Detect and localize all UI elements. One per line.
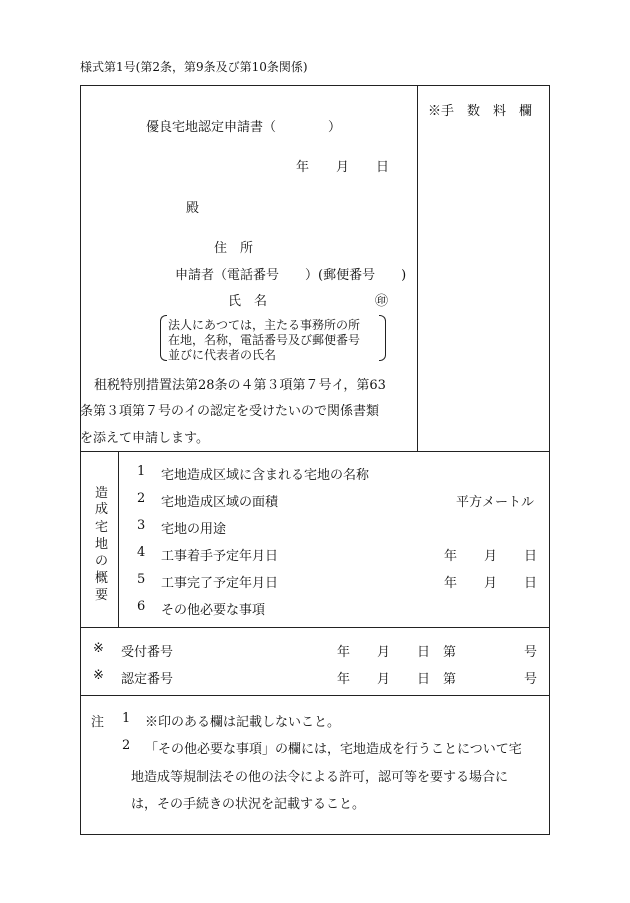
- registry-mark: ※: [93, 668, 104, 683]
- address-label: 住 所: [214, 241, 254, 256]
- form-title: 優良宅地認定申請書（ ）: [146, 120, 342, 135]
- receipt-dai: 第: [443, 645, 457, 660]
- receipt-year: 年: [337, 645, 351, 660]
- approval-go: 号: [524, 672, 538, 687]
- overview-item-label: 工事着手予定年月日: [161, 549, 279, 564]
- start-year: 年: [444, 549, 458, 564]
- corp-note-bracket-left: [160, 315, 167, 361]
- overview-item-label: 宅地の用途: [161, 522, 227, 537]
- overview-side-label: 要: [95, 588, 109, 603]
- overview-item-num: 6: [137, 599, 146, 614]
- divider-overview: [80, 451, 550, 452]
- overview-item-num: 2: [137, 491, 146, 506]
- overview-side-label: の: [95, 554, 109, 569]
- divider-overview-label: [118, 451, 119, 627]
- overview-side-label: 地: [95, 537, 109, 552]
- approval-dai: 第: [443, 672, 457, 687]
- date-month: 月: [336, 160, 350, 175]
- finish-year: 年: [444, 576, 458, 591]
- body-text-line: 条第３項第７号のイの認定を受けたいので関係書類: [80, 404, 380, 419]
- overview-side-label: 宅: [95, 520, 109, 535]
- approval-day: 日: [417, 672, 431, 687]
- receipt-go: 号: [524, 645, 538, 660]
- overview-side-label: 概: [95, 571, 109, 586]
- receipt-month: 月: [377, 645, 391, 660]
- body-text-line: を添えて申請します。: [80, 431, 209, 446]
- start-day: 日: [524, 549, 538, 564]
- receipt-number-label: 受付番号: [121, 645, 174, 660]
- note-line: ※印のある欄は記載しないこと。: [145, 715, 341, 730]
- note-line: 地造成等規制法その他の法令による許可，認可等を要する場合に: [131, 770, 509, 785]
- corp-note-line: 法人にあつては，主たる事務所の所: [168, 318, 361, 332]
- applicant-line: 申請者（電話番号 ）(郵便番号 ): [175, 268, 407, 283]
- overview-item-label: 宅地造成区域の面積: [161, 495, 279, 510]
- overview-side-label: 造: [95, 486, 109, 501]
- receipt-day: 日: [417, 645, 431, 660]
- divider-fee-column: [417, 85, 418, 451]
- overview-item-label: 宅地造成区域に含まれる宅地の名称: [161, 468, 370, 483]
- divider-notes: [80, 695, 550, 696]
- approval-month: 月: [377, 672, 391, 687]
- note-line: は，その手続きの状況を記載すること。: [131, 797, 366, 812]
- overview-side-label: 成: [95, 502, 109, 517]
- corp-note-bracket-right: [379, 315, 386, 361]
- overview-item-num: 4: [137, 545, 146, 560]
- name-label: 氏 名: [228, 294, 268, 309]
- note-line: 「その他必要な事項」の欄には，宅地造成を行うことについて宅: [145, 742, 522, 757]
- corp-note-line: 並びに代表者の氏名: [168, 348, 277, 362]
- overview-item-num: 3: [137, 518, 146, 533]
- date-year: 年: [296, 160, 310, 175]
- area-unit: 平方メートル: [456, 495, 535, 510]
- date-day: 日: [376, 160, 390, 175]
- overview-item-label: 工事完了予定年月日: [161, 576, 279, 591]
- notes-prefix: 注: [91, 715, 105, 730]
- note-num: 2: [122, 738, 131, 753]
- corp-note-line: 在地，名称，電話番号及び郵便番号: [168, 333, 361, 347]
- divider-registry: [80, 627, 550, 628]
- fee-column-label: ※手 数 料 欄: [428, 104, 533, 119]
- approval-year: 年: [337, 672, 351, 687]
- overview-item-num: 1: [137, 464, 146, 479]
- overview-item-label: その他必要な事項: [161, 603, 266, 618]
- registry-mark: ※: [93, 641, 104, 656]
- overview-item-num: 5: [137, 572, 146, 587]
- finish-month: 月: [484, 576, 498, 591]
- note-num: 1: [122, 711, 131, 726]
- seal-mark: ㊞: [375, 294, 389, 309]
- form-code: 様式第1号(第2条，第9条及び第10条関係): [80, 60, 308, 74]
- finish-day: 日: [524, 576, 538, 591]
- start-month: 月: [484, 549, 498, 564]
- addressee-suffix: 殿: [186, 201, 200, 216]
- approval-number-label: 認定番号: [121, 672, 174, 687]
- body-text-line: 租税特別措置法第28条の４第３項第７号イ，第63: [94, 378, 386, 393]
